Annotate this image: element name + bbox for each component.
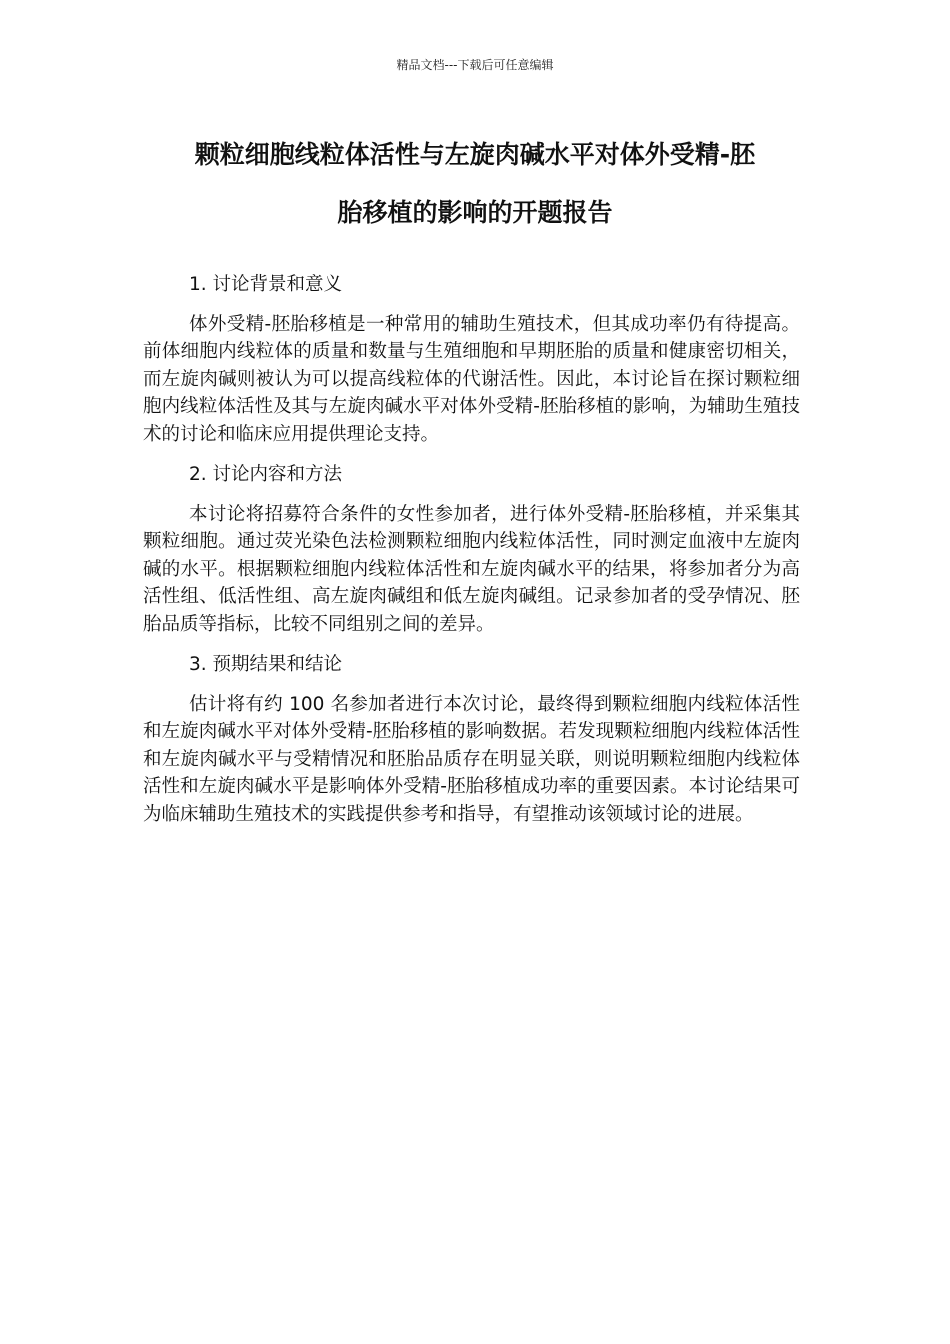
document-body <box>143 271 800 841</box>
title-line-1: 颗粒细胞线粒体活性与左旋肉碱水平对体外受精-胚 <box>194 140 756 169</box>
section-paragraph: 体外受精-胚胎移植是一种常用的辅助生殖技术，但其成功率仍有待提高。前体细胞内线粒体的质量和数量与生殖细胞和早期胚胎的质量和健康密切相关，而左旋肉碱则被认为可以提高线粒体的代谢活性。因此，本讨论旨在探讨颗粒细胞内线粒体活性及其与左旋肉碱水平对体外受精-胚胎移植的影响，为辅助生殖技术的讨论和临床应用提供理论支持。 <box>143 313 800 445</box>
section-expected-results <box>143 651 800 828</box>
section-heading: 3. 预期结果和结论 <box>189 654 343 675</box>
section-paragraph: 估计将有约 100 名参加者进行本次讨论，最终得到颗粒细胞内线粒体活性和左旋肉碱水平对体外受精-胚胎移植的影响数据。若发现颗粒细胞内线粒体活性和左旋肉碱水平与受精情况和胚胎品质存在明显关联，则说明颗粒细胞内线粒体活性和左旋肉碱水平是影响体外受精-胚胎移植成功率的重要因素。本讨论结果可为临床辅助生殖技术的实践提供参考和指导，有望推动该领域讨论的进展。 <box>143 693 800 825</box>
section-background <box>143 271 800 448</box>
section-methods <box>143 461 800 638</box>
section-heading: 2. 讨论内容和方法 <box>189 464 343 485</box>
section-heading: 1. 讨论背景和意义 <box>189 274 343 295</box>
title-line-2: 胎移植的影响的开题报告 <box>337 198 613 227</box>
header-note: 精品文档---下载后可任意编辑 <box>396 58 554 72</box>
section-paragraph: 本讨论将招募符合条件的女性参加者，进行体外受精-胚胎移植，并采集其颗粒细胞。通过荧光染色法检测颗粒细胞内线粒体活性，同时测定血液中左旋肉碱的水平。根据颗粒细胞内线粒体活性和左旋肉碱水平的结果，将参加者分为高活性组、低活性组、高左旋肉碱组和低左旋肉碱组。记录参加者的受孕情况、胚胎品质等指标，比较不同组别之间的差异。 <box>143 503 800 635</box>
document-title <box>150 126 800 242</box>
